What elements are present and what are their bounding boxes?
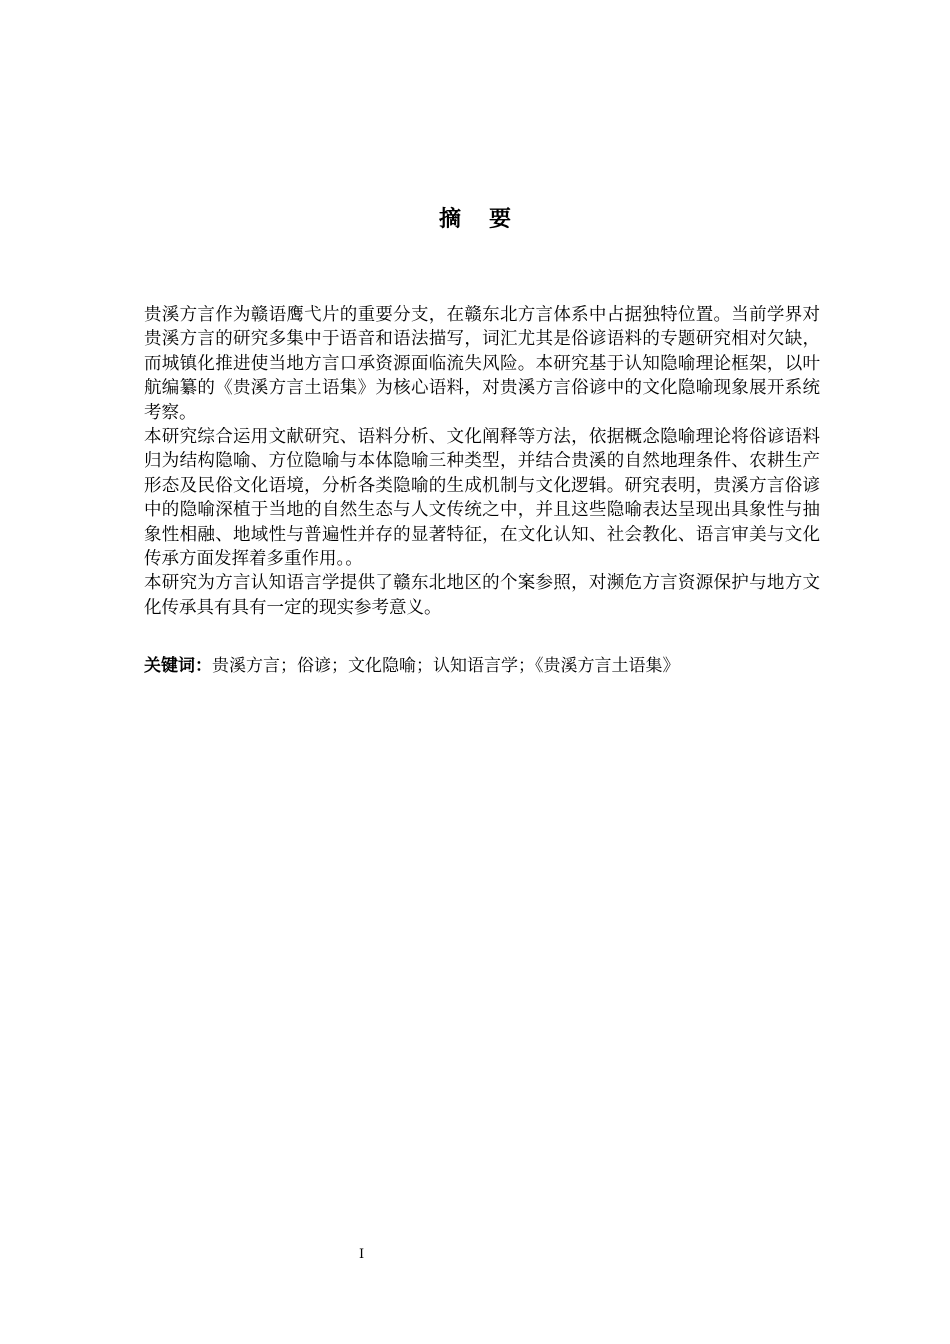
abstract-heading: 摘要 <box>438 207 539 232</box>
keywords-line <box>144 654 820 678</box>
page-number: I <box>359 1247 365 1262</box>
abstract-paragraph-2: 本研究综合运用文献研究、语料分析、文化阐释等方法，依据概念隐喻理论将俗谚语料归为结构隐喻、方位隐喻与本体隐喻三种类型，并结合贵溪的自然地理条件、农耕生产形态及民俗文化语境，分析各类隐喻的生成机制与文化逻辑。研究表明，贵溪方言俗谚中的隐喻深植于当地的自然生态与人文传统之中，并且这些隐喻表达呈现出具象性与抽象性相融、地域性与普遍性并存的显著特征，在文化认知、社会教化、语言审美与文化传承方面发挥着多重作用。。 <box>144 427 820 570</box>
keywords-values: 贵溪方言；俗谚；文化隐喻；认知语言学；《贵溪方言土语集》 <box>212 656 680 676</box>
abstract-paragraph-3: 本研究为方言认知语言学提供了赣东北地区的个案参照，对濒危方言资源保护与地方文化传承具有具有一定的现实参考意义。 <box>144 573 820 618</box>
abstract-body <box>144 303 820 620</box>
abstract-paragraph-1: 贵溪方言作为赣语鹰弋片的重要分支，在赣东北方言体系中占据独特位置。当前学界对贵溪方言的研究多集中于语音和语法描写，词汇尤其是俗谚语料的专题研究相对欠缺，而城镇化推进使当地方言口承资源面临流失风险。本研究基于认知隐喻理论框架，以叶航编纂的《贵溪方言土语集》为核心语料，对贵溪方言俗谚中的文化隐喻现象展开系统考察。 <box>144 305 820 423</box>
keywords-label: 关键词： <box>144 656 212 676</box>
